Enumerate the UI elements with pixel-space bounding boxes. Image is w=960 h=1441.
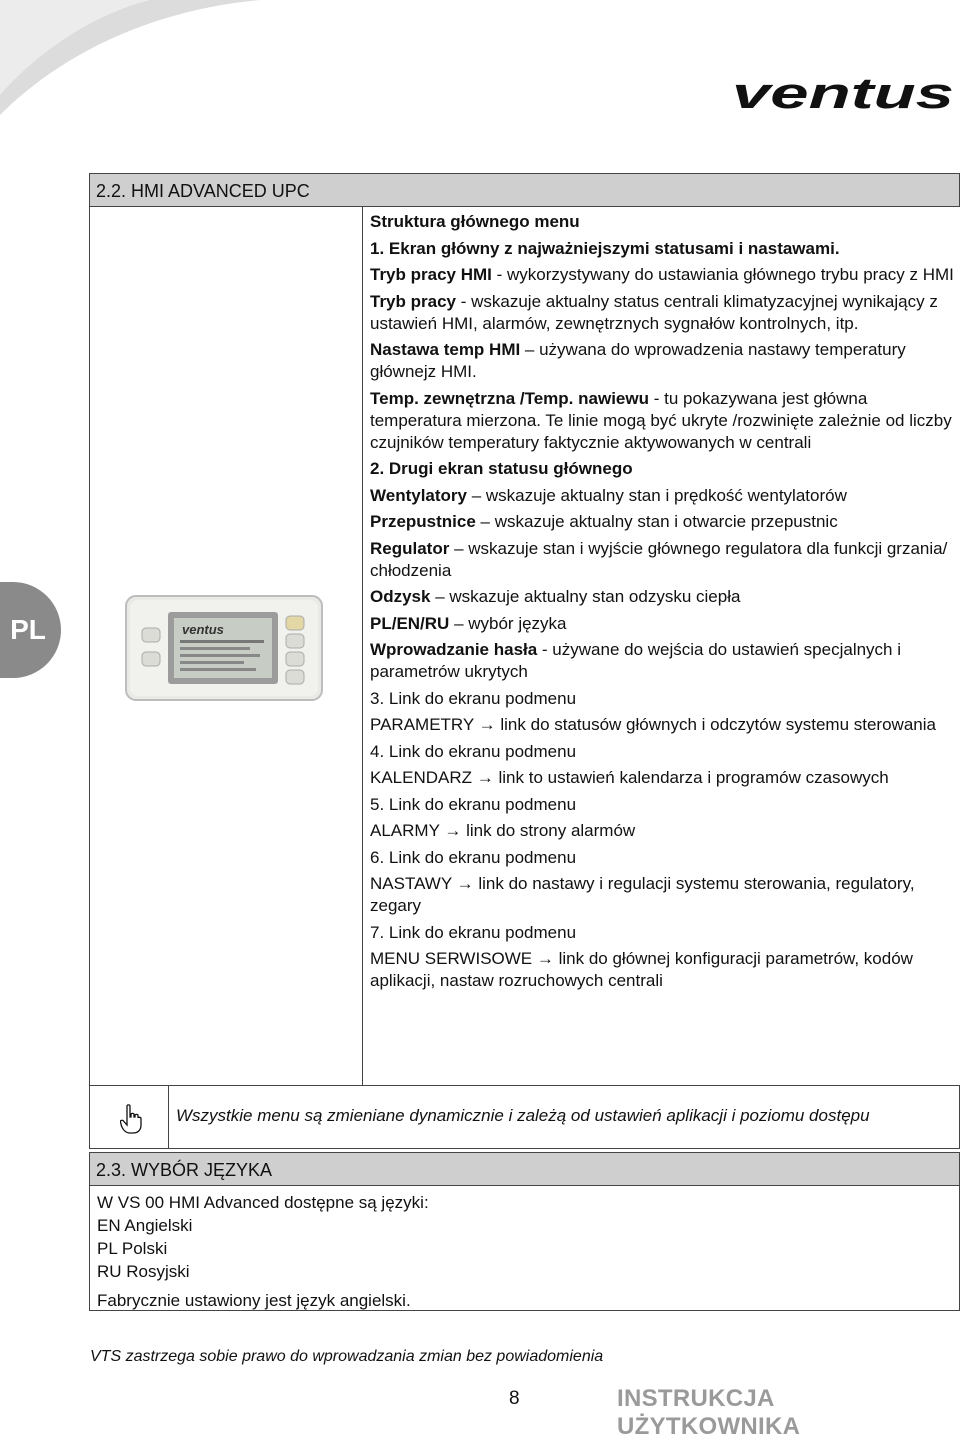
screen1-heading: 1. Ekran główny z najważniejszymi statusami i nastawami. xyxy=(370,238,840,258)
menu-serwisowe-item: MENU SERWISOWE xyxy=(370,949,533,968)
language-item: EN Angielski xyxy=(97,1216,193,1235)
arrow-right-icon: → xyxy=(444,821,462,840)
logo-text: ventus xyxy=(732,70,954,118)
ventus-logo xyxy=(728,70,960,120)
language-default: Fabrycznie ustawiony jest język angielski. xyxy=(97,1291,411,1310)
language-side-tab xyxy=(0,582,61,678)
section-header-language xyxy=(89,1152,960,1186)
hmi-mode-label: Tryb pracy HMI xyxy=(370,265,492,284)
password-label: Wprowadzanie hasła xyxy=(370,640,538,659)
screen3-heading: 3. Link do ekranu podmenu xyxy=(370,688,577,708)
section-title: 2.3. WYBÓR JĘZYKA xyxy=(96,1160,273,1180)
note-row xyxy=(89,1085,960,1149)
setpoint-text: – używana do wprowadzenia nastawy temperatury głównejz HMI. xyxy=(370,340,906,381)
setpoint-label: Nastawa temp HMI xyxy=(370,340,521,359)
nastawy-text: link do nastawy i regulacji systemu sterowania, regulatory, zegary xyxy=(370,874,915,915)
dampers-label: Przepustnice xyxy=(370,512,476,531)
dampers-text: – wskazuje aktualny stan i otwarcie przepustnic xyxy=(475,512,838,531)
arrow-right-icon: → xyxy=(536,949,554,968)
kalendarz-item: KALENDARZ xyxy=(370,768,473,787)
nastawy-item: NASTAWY xyxy=(370,874,452,893)
screen2-heading: 2. Drugi ekran statusu głównego xyxy=(370,459,633,478)
mode-label: Tryb pracy xyxy=(370,291,456,311)
language-box xyxy=(89,1185,960,1311)
regulator-text: – wskazuje stan i wyjście głównego regulatora dla funkcji grzania/ chłodzenia xyxy=(370,538,948,580)
fans-label: Wentylatory xyxy=(370,485,467,505)
section-title: 2.2. HMI ADVANCED UPC xyxy=(96,181,310,201)
parametry-text: link do statusów głównych i odczytów systemu sterowania xyxy=(495,715,936,734)
side-tab-label: PL xyxy=(10,614,46,645)
language-label: PL/EN/RU xyxy=(370,613,450,633)
corner-decoration xyxy=(0,0,260,115)
arrow-right-icon: → xyxy=(478,715,496,734)
note-icon-cell xyxy=(90,1086,169,1148)
alarmy-text: link do strony alarmów xyxy=(461,821,636,840)
menu-heading: Struktura głównego menu xyxy=(370,212,580,231)
hmi-device-image xyxy=(124,594,324,702)
page-number: 8 xyxy=(509,1388,520,1409)
password-text: - używane do wejścia do ustawień specjalnych i parametrów ukrytych xyxy=(370,640,902,681)
footer-title: INSTRUKCJA UŻYTKOWNIKA xyxy=(617,1385,801,1440)
language-intro: W VS 00 HMI Advanced dostępne są języki: xyxy=(97,1193,429,1212)
kalendarz-text: link to ustawień kalendarza i programów czasowych xyxy=(493,768,889,787)
temperature-label: Temp. zewnętrzna /Temp. nawiewu xyxy=(370,388,649,408)
device-screen-text: ventus xyxy=(182,622,224,637)
recovery-label: Odzysk xyxy=(370,587,431,606)
temperature-text: - tu pokazywana jest główna temperatura mierzona. Te linie mogą być ukryte /rozwinięte zależnie od liczby czujników temperatury faktycznie aktywowanych w centrali xyxy=(370,388,952,452)
language-text: – wybór języka xyxy=(449,613,567,633)
menu-serwisowe-text: link do głównej konfiguracji parametrów, kodów aplikacji, nastaw rozruchowych centrali xyxy=(370,949,913,990)
arrow-right-icon: → xyxy=(476,768,494,787)
section-header-hmi-advanced xyxy=(89,173,960,207)
screen4-heading: 4. Link do ekranu podmenu xyxy=(370,741,577,761)
menu-structure xyxy=(370,211,955,997)
note-text: Wszystkie menu są zmieniane dynamicznie i zależą od ustawień aplikacji i poziomu dostępu xyxy=(176,1106,870,1125)
mode-text: - wskazuje aktualny status centrali klimatyzacyjnej wynikający z ustawień HMI, alarmów, zewnętrznych sygnałów kontrolnych, itp. xyxy=(370,291,938,333)
alarmy-item: ALARMY xyxy=(370,821,440,840)
recovery-text: – wskazuje aktualny stan odzysku ciepła xyxy=(430,587,741,606)
fans-text: – wskazuje aktualny stan i prędkość wentylatorów xyxy=(467,485,847,505)
language-item: RU Rosyjski xyxy=(97,1262,190,1281)
parametry-item: PARAMETRY xyxy=(370,715,474,734)
footer-disclaimer: VTS zastrzega sobie prawo do wprowadzania zmian bez powiadomienia xyxy=(90,1348,604,1365)
language-item: PL Polski xyxy=(97,1239,168,1258)
arrow-right-icon: → xyxy=(456,874,474,893)
screen6-heading: 6. Link do ekranu podmenu xyxy=(370,847,577,867)
screen5-heading: 5. Link do ekranu podmenu xyxy=(370,794,577,814)
regulator-label: Regulator xyxy=(370,538,450,558)
pointing-hand-icon xyxy=(120,1104,142,1134)
screen7-heading: 7. Link do ekranu podmenu xyxy=(370,922,577,942)
hmi-mode-text: - wykorzystywany do ustawiania głównego trybu pracy z HMI xyxy=(491,265,954,284)
